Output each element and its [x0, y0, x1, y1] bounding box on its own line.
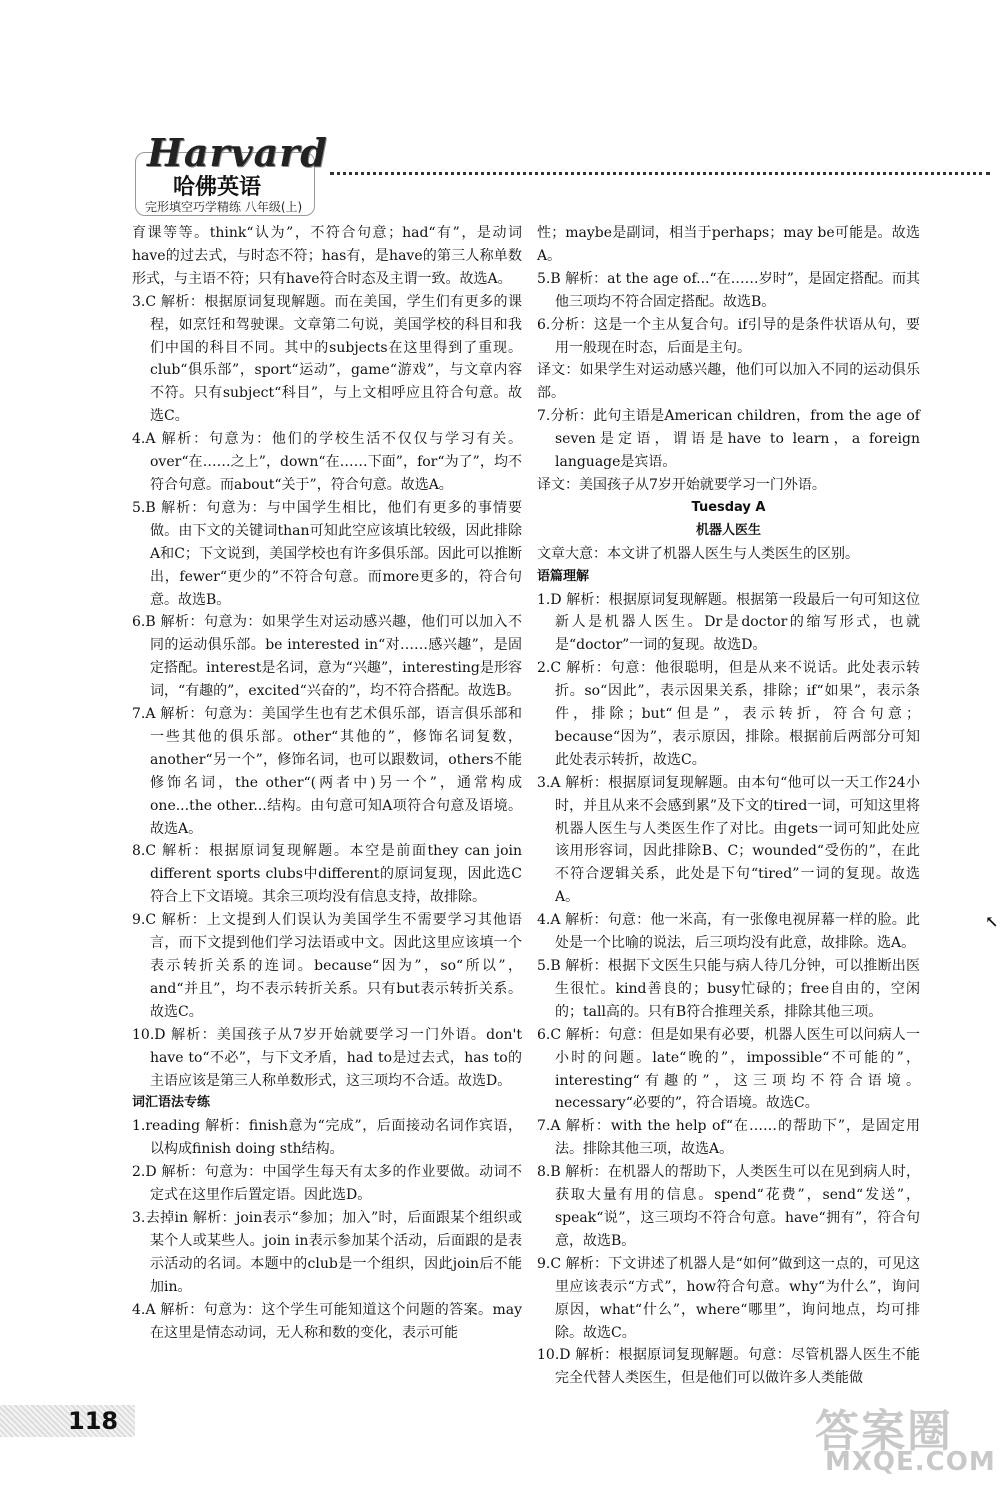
edge-mark: ↖: [985, 912, 999, 931]
answer-item: 8.C 解析：根据原词复现解题。本空是前面they can join different sports clubs中different的原词复现，因此选C符合上下文语境。其余三项均没有信息支持，故排除。: [132, 843, 522, 906]
answer-paragraph: 育课等等。think“认为”，不符合句意；had“有”，是动词have的过去式，与时态不符；has有，是have的第三人称单数形式，与主语不符；只有have符合时态及主谓一致。故选A。: [132, 225, 522, 287]
answer-item: 4.A 解析：句意：他一米高，有一张像电视屏幕一样的脸。此处是一个比喻的说法，后三项均没有此意，故排除。选A。: [537, 912, 920, 952]
answer-item: 9.C 解析：上文提到人们误认为美国学生不需要学习其他语言，而下文提到他们学习法语或中文。因此这里应该填一个表示转折关系的连词。because“因为”，so“所以”，and“并且”，均不表示转折关系。只有but表示转折关系。故选C。: [132, 912, 522, 1020]
answer-item: 10.D 解析：根据原词复现解题。句意：尽管机器人医生不能完全代替人类医生，但是他们可以做许多人类能做: [537, 1347, 920, 1387]
watermark-url: MXQE.COM: [825, 1447, 996, 1477]
answer-item: 8.B 解析：在机器人的帮助下，人类医生可以在见到病人时，获取大量有用的信息。spend“花费”，send“发送”，speak“说”，这三项均不符合句意。have“拥有”，符合句意，故选B。: [537, 1164, 920, 1249]
answer-item: 3.A 解析：根据原词复现解题。由本句“他可以一天工作24小时，并且从来不会感到累”及下文的tired一词，可知这里将机器人医生与人类医生作了对比。由gets一词可知此处应该用形容词，因此排除B、C；wounded“受伤的”，在此不符合逻辑关系，此处是下句“tired”一词的复现。故选A。: [537, 774, 920, 906]
page-number: 118: [68, 1407, 119, 1435]
section-heading: 词汇语法专练: [132, 1095, 211, 1111]
harvard-logo: Harvard: [147, 130, 328, 175]
header-dotted-rule: [330, 172, 990, 175]
answer-item: 1.reading 解析：finish意为“完成”，后面接动名词作宾语，以构成finish doing sth结构。: [132, 1118, 522, 1158]
answer-item: 5.B 解析：at the age of...“在……岁时”，是固定搭配。而其他三项均不符合固定搭配。故选B。: [537, 270, 920, 310]
section-title: Tuesday A: [691, 499, 766, 515]
passage-summary: 文章大意：本文讲了机器人医生与人类医生的区别。: [537, 545, 859, 562]
answer-item: 7.分析：此句主语是American children，from the age of seven是定语，谓语是have to learn，a foreign language是宾语。: [537, 408, 920, 471]
answer-item: 2.C 解析：句意：他很聪明，但是从来不说话。此处表示转折。so“因此”，表示因果关系，排除；if“如果”，表示条件，排除；but“但是”，表示转折，符合句意；because“因为”，表示原因，排除。根据前后两部分可知此处表示转折，故选C。: [537, 660, 920, 768]
answer-item: 5.B 解析：根据下文医生只能与病人待几分钟，可以推断出医生很忙。kind善良的；busy忙碌的；free自由的，空闲的；tall高的。只有B符合推理关系，排除其他三项。: [537, 958, 920, 1020]
translation: 译文：如果学生对运动感兴趣，他们可以加入不同的运动俱乐部。: [537, 362, 920, 402]
book-header: [125, 130, 328, 215]
answer-item: 6.分析：这是一个主从复合句。if引导的是条件状语从句，要用一般现在时态，后面是主句。: [537, 316, 920, 356]
watermark-logo: [805, 1395, 1000, 1490]
answer-item: 4.A 解析：句意为：这个学生可能知道这个问题的答案。may在这里是情态动词，无人称和数的变化，表示可能: [132, 1301, 522, 1341]
answer-item: 10.D 解析：美国孩子从7岁开始就要学习一门外语。don't have to“不必”，与下文矛盾，had to是过去式，has to的主语应该是第三人称单数形式，这三项均不合适。故选D。: [132, 1026, 522, 1089]
left-column: [132, 222, 522, 1344]
answer-item: 3.去掉in 解析：join表示“参加；加入”时，后面跟某个组织或某个人或某些人。join in表示参加某个活动，后面跟的是表示活动的名词。本题中的club是一个组织，因此join后不能加in。: [132, 1209, 522, 1295]
book-subtitle: 完形填空巧学精练 八年级(上): [145, 200, 303, 214]
answer-item: 9.C 解析：下文讲述了机器人是“如何”做到这一点的，可见这里应该表示“方式”，how符合句意。why“为什么”，询问原因，what“什么”，where“哪里”，询问地点，均可排除。故选C。: [537, 1255, 920, 1341]
watermark-text: 答案圈: [815, 1406, 953, 1457]
translation: 译文：美国孩子从7岁开始就要学习一门外语。: [537, 476, 826, 493]
answer-item: 7.A 解析：with the help of“在……的帮助下”，是固定用法。排除其他三项，故选A。: [537, 1118, 920, 1158]
answer-item: 1.D 解析：根据原词复现解题。根据第一段最后一句可知这位新人是机器人医生。Dr是doctor的缩写形式，也就是“doctor”一词的复现。故选D。: [537, 591, 920, 654]
book-name: 哈佛英语: [173, 175, 262, 200]
answer-item: 2.D 解析：句意为：中国学生每天有太多的作业要做。动词不定式在这里作后置定语。因此选D。: [132, 1164, 522, 1204]
right-column: [537, 222, 920, 1390]
answer-item: 4.A 解析：句意为：他们的学校生活不仅仅与学习有关。over“在……之上”，down“在……下面”，for“为了”，均不符合句意。而about“关于”，符合句意。故选A。: [132, 431, 522, 493]
answer-item: 5.B 解析：句意为：与中国学生相比，他们有更多的事情要做。由下文的关键词than可知此空应该填比较级，因此排除A和C；下文说到，美国学校也有许多俱乐部。因此可以推断出，fewer“更少的”不符合句意。而more更多的，符合句意。故选B。: [132, 499, 522, 608]
passage-title: 机器人医生: [695, 522, 761, 538]
answer-item: 7.A 解析：句意为：美国学生也有艺术俱乐部，语言俱乐部和一些其他的俱乐部。other“其他的”，修饰名词复数，another“另一个”，修饰名词，也可以跟数词，others不能修饰名词，the other“(两者中)另一个”，通常构成one...the other...结构。由句意可知A项符合句意及语境。故选A。: [132, 706, 522, 837]
answer-paragraph: 性；maybe是副词，相当于perhaps；may be可能是。故选A。: [537, 225, 920, 264]
section-heading: 语篇理解: [537, 568, 590, 584]
page-number-block: [0, 1405, 135, 1437]
answer-item: 6.C 解析：句意：但是如果有必要，机器人医生可以问病人一小时的问题。late“晚的”，impossible“不可能的”，interesting“有趣的”，这三项均不符合语境。necessary“必要的”，符合语境。故选C。: [537, 1026, 920, 1112]
answer-item: 6.B 解析：句意为：如果学生对运动感兴趣，他们可以加入不同的运动俱乐部。be interested in“对……感兴趣”，是固定搭配。interest是名词，意为“兴趣”，interesting是形容词，“有趣的”，excited“兴奋的”，均不符合搭配。故选B。: [132, 614, 522, 700]
answer-item: 3.C 解析：根据原词复现解题。而在美国，学生们有更多的课程，如烹饪和驾驶课。文章第二句说，美国学校的科目和我们中国的科目不同。其中的subjects在这里得到了重现。club“俱乐部”，sport“运动”，game“游戏”，与文章内容不符。只有subject“科目”，与上文相呼应且符合句意。故选C。: [132, 293, 522, 425]
